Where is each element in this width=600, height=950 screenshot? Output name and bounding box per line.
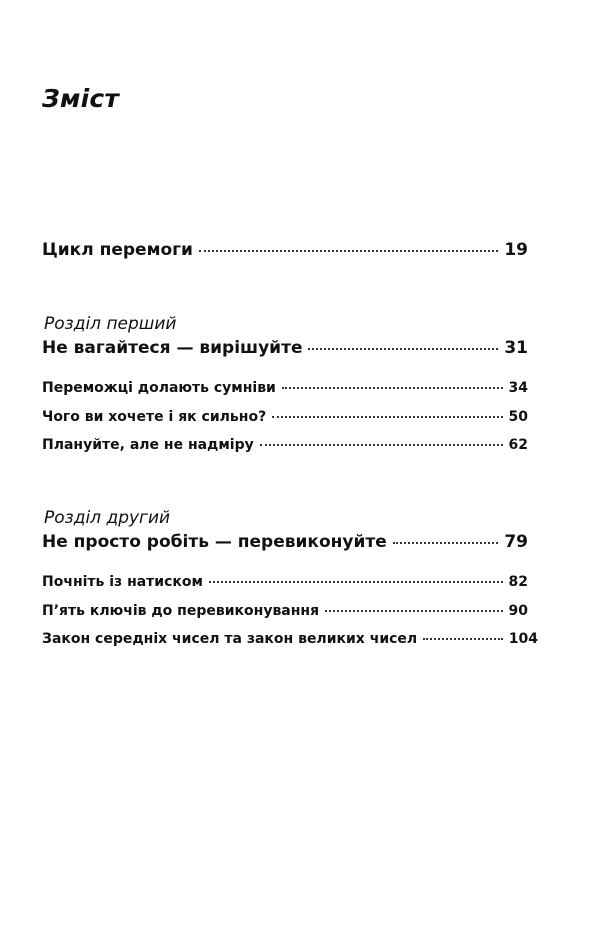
toc-entry-part1-2[interactable] xyxy=(42,409,528,425)
toc-entry-part1-1[interactable] xyxy=(42,380,528,396)
toc-page-number: 34 xyxy=(508,380,528,396)
dot-leader xyxy=(282,387,503,389)
toc-page-number: 82 xyxy=(508,574,528,590)
toc-entry-title: Чого ви хочете і як сильно? xyxy=(42,409,267,425)
toc-entry-part2-heading[interactable] xyxy=(42,532,528,552)
toc-entry-title: Почніть із натиском xyxy=(42,574,203,590)
toc-page-number: 19 xyxy=(504,240,528,260)
toc-entry-part2-3[interactable] xyxy=(42,631,538,647)
toc-page-number: 90 xyxy=(508,603,528,619)
toc-entry-part2-2[interactable] xyxy=(42,603,528,619)
dot-leader xyxy=(209,581,503,583)
toc-page-number: 79 xyxy=(504,532,528,552)
dot-leader xyxy=(260,444,503,446)
toc-entry-part1-3[interactable] xyxy=(42,437,528,453)
section-label-part2: Розділ другий xyxy=(44,508,171,528)
toc-entry-title: П’ять ключів до перевиконування xyxy=(42,603,320,619)
dot-leader xyxy=(272,416,502,418)
dot-leader xyxy=(325,610,502,612)
page-title: Зміст xyxy=(42,84,120,113)
toc-entry-title: Закон середніх чисел та закон великих чисел xyxy=(42,631,418,647)
toc-entry-title: Плануйте, але не надміру xyxy=(42,437,254,453)
toc-entry-title: Не просто робіть — перевиконуйте xyxy=(42,532,387,552)
toc-page-number: 31 xyxy=(504,338,528,358)
toc-entry-title: Переможці долають сумніви xyxy=(42,380,276,396)
dot-leader xyxy=(423,638,503,640)
toc-page-number: 62 xyxy=(508,437,528,453)
dot-leader xyxy=(199,250,498,252)
section-label-part1: Розділ перший xyxy=(44,314,177,334)
toc-entry-title: Цикл перемоги xyxy=(42,240,193,260)
toc-page-number: 50 xyxy=(508,409,528,425)
dot-leader xyxy=(308,348,498,350)
toc-entry-title: Не вагайтеся — вирішуйте xyxy=(42,338,303,358)
toc-entry-part2-1[interactable] xyxy=(42,574,528,590)
toc-page-number: 104 xyxy=(508,631,538,647)
toc-entry-part1-heading[interactable] xyxy=(42,338,528,358)
dot-leader xyxy=(393,542,499,544)
toc-entry-intro[interactable] xyxy=(42,240,528,260)
